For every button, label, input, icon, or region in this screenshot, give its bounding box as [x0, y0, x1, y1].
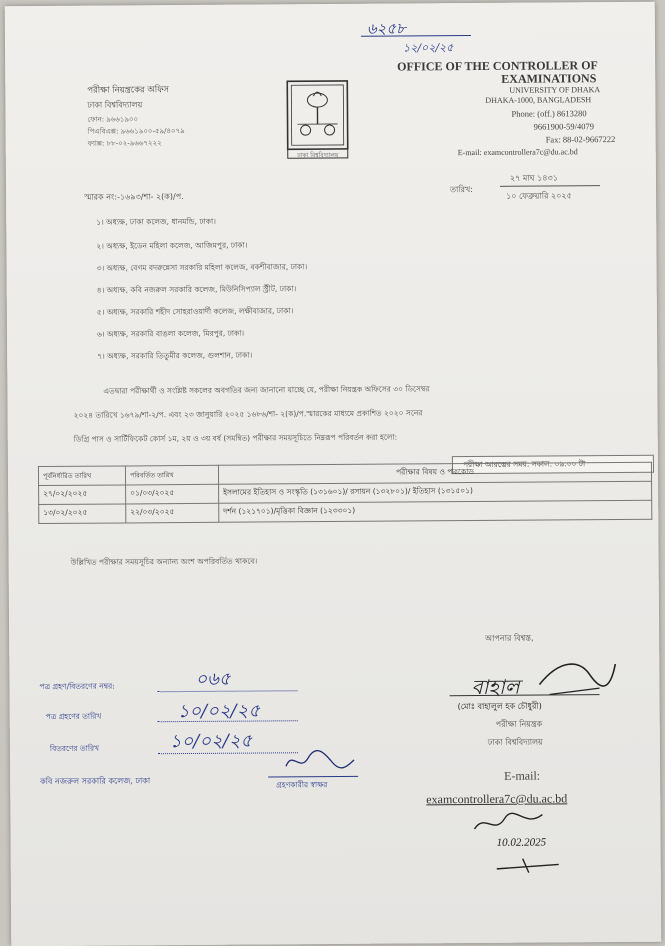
office-title-bn: পরীক্ষা নিয়ন্ত্রকের অফিস: [87, 85, 170, 96]
signatory-email: examcontrollera7c@du.ac.bd: [426, 791, 568, 807]
fax-en: Fax: 88-02-9667222: [545, 134, 616, 145]
logo-caption: ঢাকা বিশ্ববিদ্যালয়: [297, 151, 339, 160]
cell-old-date: ১৩/০২/২০২৫: [39, 504, 126, 524]
receiver-signature-label: গ্রহণকারীর স্বাক্ষর: [276, 780, 328, 790]
memo-date-label: তারিখ:: [449, 185, 474, 195]
city-en: DHAKA-1000, BANGLADESH: [485, 95, 592, 105]
footer-note: উল্লিখিত পরীক্ষার সময়সূচির অন্যান্য অংশ অপরিবর্তিত থাকবে।: [70, 556, 258, 567]
closing-text: আপনার বিশ্বস্ত,: [485, 633, 534, 643]
recipient-4: ৪। অধ্যক্ষ, কবি নজরুল সরকারি কলেজ, মিউনিসিপ্যাল স্ট্রীট, ঢাকা।: [96, 284, 297, 295]
recipient-5: ৫। অধ্যক্ষ, সরকারি শহীদ সোহরাওয়ার্দী কলেজ, লক্ষীবাজার, ঢাকা।: [96, 306, 294, 317]
recipient-1: ১। অধ্যক্ষ, ঢাকা কলেজ, ধানমন্ডি, ঢাকা।: [96, 216, 216, 227]
body-line-2: ২০২৪ তারিখে ১৬৭৯/শা-২/প. এবং ২৩ জানুয়ারি ২০২৫ ১৬৮৬/শা- ২(ক)/প.স্মারকের মাধ্যমে প্রকাশিত ২০২০ সনের: [73, 408, 423, 420]
received-date-handwritten: ১২/০২/২৫: [402, 41, 454, 55]
dist-date-label: বিতরণের তারিখ: [49, 743, 100, 753]
cell-new-date: ২২/০৩/২০২৫: [126, 503, 219, 523]
receipt-number-label: পত্র গ্রহণ/বিতরণের নম্বর:: [39, 681, 115, 692]
signatory-name: (মোঃ বাহালুল হক চৌধুরী): [457, 701, 542, 712]
receive-date-value: ১০/০২/২৫: [177, 700, 261, 723]
cell-new-date: ০১/০৩/২০২৫: [126, 484, 219, 504]
office-title-en-2: EXAMINATIONS: [501, 71, 597, 86]
dist-date-value: ১০/০২/২৫: [169, 730, 253, 753]
body-line-1: এতদ্বারা পরীক্ষার্থী ও সংশ্লিষ্ট সকলের অবগতির জন্য জানানো যাচ্ছে যে, পরীক্ষা নিয়ন্ত্রক অফিসের ৩০ ডিসেম্বর: [103, 384, 430, 396]
initial-date: 10.02.2025: [496, 836, 547, 849]
receive-date-label: পত্র গ্রহণের তারিখ: [45, 711, 102, 722]
university-bn: ঢাকা বিশ্ববিদ্যালয়: [87, 100, 143, 110]
phone-bn: ফোন: ৯৬৬১৯০০: [87, 115, 139, 124]
pabx-bn: পিএবিএক্স: ৯৬৬১৯০০-৫৯/৪০৭৯: [87, 127, 185, 136]
signatory-designation: পরীক্ষা নিয়ন্ত্রক: [495, 719, 543, 729]
phone2-en: 9661900-59/4079: [533, 121, 595, 132]
stamp-divider: [361, 35, 471, 37]
col-header-subject: পরীক্ষার বিষয় ও পত্রকোড: [218, 462, 651, 484]
document-page: [5, 2, 662, 946]
bottom-mark: [493, 854, 563, 876]
received-number-handwritten: ৬২৫৮: [366, 19, 406, 38]
col-header-old-date: পূর্বনির্ধারিত তারিখ: [38, 466, 125, 486]
recipient-7: ৭। অধ্যক্ষ, সরকারি তিতুমীর কলেজ, গুলশান, ঢাকা।: [97, 350, 253, 361]
col-header-new-date: পরিবর্তিত তারিখ: [125, 465, 218, 485]
receipt-number-value: ০৬৫: [195, 668, 231, 690]
receiver-signature: [278, 748, 358, 777]
recipient-3: ৩। অধ্যক্ষ, বেগম বদরুন্নেসা সরকারি মহিলা কলেজ, বকশীবাজার, ঢাকা।: [96, 262, 308, 273]
fax-bn: ফ্যাক্স: ৮৮-০২-৯৬৬৭২২২: [87, 139, 162, 148]
office-title-en: OFFICE OF THE CONTROLLER OF: [397, 58, 598, 74]
table-row: [39, 500, 652, 523]
date-divider: [500, 185, 600, 187]
recipient-2: ২। অধ্যক্ষ, ইডেন মহিলা কলেজ, আজিমপুর, ঢাকা।: [96, 240, 248, 251]
phone-en: Phone: (off.) 8613280: [511, 108, 587, 119]
signatory-university: ঢাকা বিশ্ববিদ্যালয়: [487, 737, 543, 747]
cell-old-date: ২৭/০২/২০২৫: [39, 485, 126, 505]
university-en: UNIVERSITY OF DHAKA: [509, 85, 601, 95]
schedule-table: [38, 462, 652, 524]
receiver-signature-line: [268, 776, 358, 778]
initial-signature: [468, 809, 548, 840]
cell-subject: দর্শন (১২১৭০১)/মৃত্তিকা বিজ্ঞান (১২৩৩০১): [219, 500, 652, 522]
cell-subject: ইসলামের ইতিহাস ও সংস্কৃতি (১৩১৬০১)/ রসায়ন (১৩২৮০১)/ ইতিহাস (১৩১৫০১): [219, 481, 652, 503]
signatory-email-label: E-mail:: [504, 768, 541, 783]
recipient-6: ৬। অধ্যক্ষ, সরকারি বাঙলা কলেজ, মিরপুর, ঢাকা।: [96, 328, 245, 339]
memo-date-bn: ২৭ মাঘ ১৪৩১: [509, 173, 558, 183]
body-line-3: ডিগ্রি পাস ও সার্টিফিকেট কোর্স ১ম, ২য় ও ৩য় বর্ষ (সমন্বিত) পরীক্ষার সময়সূচিতে নিম্নরূপ পরিবর্তন করা হলো:: [73, 432, 398, 444]
email-en: E-mail: examcontrollera7c@du.ac.bd: [457, 147, 578, 158]
signature-controller: বাহাল: [471, 676, 520, 700]
memo-date-en: ১০ ফেব্রুয়ারি ২০২৫: [506, 191, 572, 201]
receipt-college: কবি নজরুল সরকারি কলেজ, ঢাকা: [40, 776, 151, 787]
memo-reference: স্মারক নং:-১৬৯৩/শা- ২(ক)/প.: [84, 192, 184, 202]
exam-time-text: পরীক্ষা আরম্ভের সময়: সকাল: ০৯.০০ টা: [462, 459, 586, 470]
